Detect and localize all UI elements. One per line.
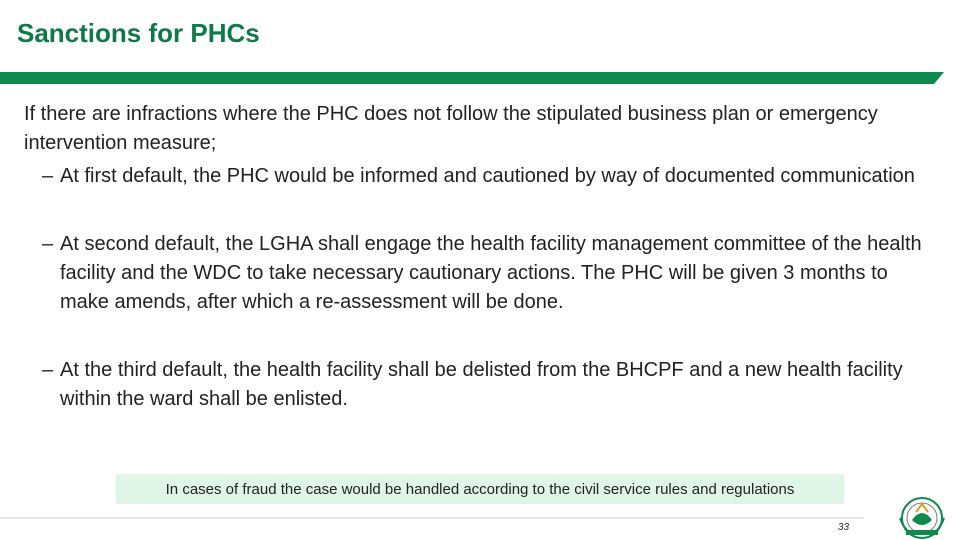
dash-marker: –	[42, 233, 54, 255]
slide-title: Sanctions for PHCs	[17, 18, 260, 48]
fraud-note-callout	[116, 474, 844, 504]
fraud-note-text: In cases of fraud the case would be handled according to the civil service rules and regulations	[165, 480, 795, 498]
bullet-first-default	[24, 162, 924, 191]
bullet-text: At first default, the PHC would be informed and cautioned by way of documented communication	[60, 165, 915, 187]
intro-paragraph: If there are infractions where the PHC does not follow the stipulated business plan or emergency intervention measure;	[24, 103, 878, 154]
footer-divider	[0, 517, 864, 519]
bullet-second-default	[24, 230, 924, 317]
emblem-logo-icon	[890, 490, 954, 540]
bullet-text: At the third default, the health facility shall be delisted from the BHCPF and a new health facility within the ward shall be enlisted.	[60, 359, 903, 410]
dash-marker: –	[42, 359, 54, 381]
bullet-third-default	[24, 356, 924, 414]
title-underline-bar	[0, 72, 944, 84]
dash-marker: –	[42, 165, 54, 187]
bullet-text: At second default, the LGHA shall engage the health facility management committee of the health facility and the WDC to take necessary cautionary actions. The PHC will be given 3 months to make amends, after which a re-assessment will be done.	[60, 233, 922, 313]
page-number: 33	[838, 522, 850, 533]
slide-body	[24, 100, 924, 414]
